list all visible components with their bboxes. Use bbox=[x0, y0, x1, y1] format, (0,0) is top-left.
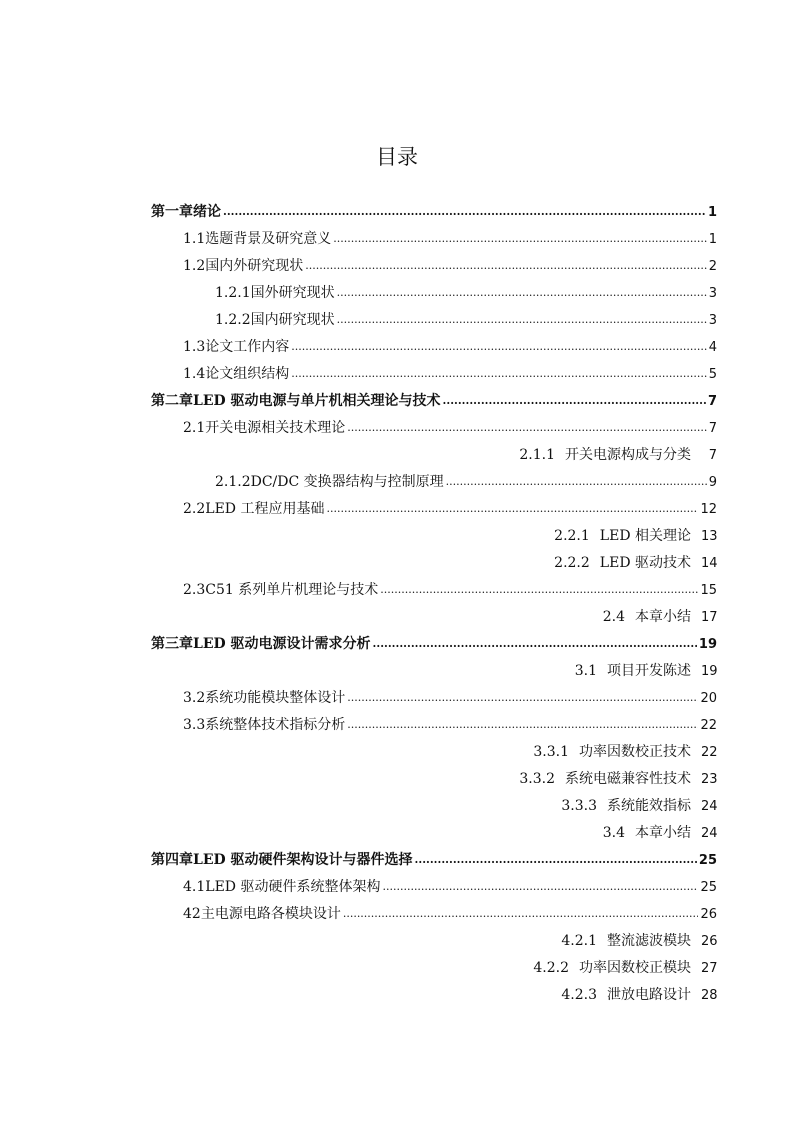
toc-entry-number: 2.2 bbox=[183, 501, 206, 517]
toc-entry-number: 3.4 bbox=[602, 825, 625, 841]
toc-leader bbox=[291, 361, 706, 386]
toc-entry-subsection[interactable] bbox=[215, 470, 717, 494]
toc-entry-page: 28 bbox=[701, 988, 718, 1003]
toc-entry-label: 国内外研究现状 bbox=[205, 258, 304, 274]
toc-entry-number: 2.3 bbox=[183, 582, 206, 598]
toc-leader bbox=[373, 631, 697, 656]
toc-entry-number: 3.3.1 bbox=[533, 744, 569, 760]
toc-entry-number: 2.1 bbox=[183, 420, 206, 436]
toc-leader bbox=[291, 334, 706, 359]
toc-entry-section[interactable] bbox=[183, 416, 717, 440]
toc-entry-label: 国内研究现状 bbox=[250, 312, 335, 328]
toc-entry-subsection[interactable] bbox=[519, 443, 717, 467]
toc-leader bbox=[347, 712, 698, 737]
toc-entry-number: 第四章 bbox=[151, 852, 193, 868]
toc-entry-page: 7 bbox=[708, 421, 717, 436]
toc-entry-page: 17 bbox=[701, 610, 718, 625]
toc-entry-number: 第二章 bbox=[151, 393, 193, 409]
toc-entry-label: LED 驱动技术 bbox=[599, 555, 691, 571]
toc-entry-section[interactable] bbox=[183, 902, 717, 926]
toc-entry-chapter[interactable] bbox=[151, 848, 717, 872]
toc-entry-section[interactable] bbox=[603, 605, 717, 629]
toc-entry-section[interactable] bbox=[575, 659, 717, 683]
toc-entry-number: 3.3.3 bbox=[561, 798, 597, 814]
toc-leader bbox=[343, 901, 699, 926]
toc-leader bbox=[446, 469, 707, 494]
toc-entry-page: 13 bbox=[701, 529, 718, 544]
toc-entry-subsection[interactable] bbox=[554, 551, 717, 575]
toc-leader bbox=[223, 199, 706, 224]
toc-entry-label: DC/DC 变换器结构与控制原理 bbox=[250, 474, 444, 490]
toc-entry-page: 22 bbox=[700, 718, 717, 733]
toc-entry-number: 3.3 bbox=[183, 717, 206, 733]
toc-entry-section[interactable] bbox=[183, 578, 717, 602]
toc-entry-number: 第一章 bbox=[151, 204, 193, 220]
toc-leader bbox=[443, 388, 706, 413]
toc-entry-number: 1.3 bbox=[183, 339, 206, 355]
toc-entry-page: 20 bbox=[700, 691, 717, 706]
toc-entry-number: 1.2 bbox=[183, 258, 206, 274]
toc-leader bbox=[347, 685, 698, 710]
toc-entry-page: 2 bbox=[708, 259, 717, 274]
toc-leader bbox=[380, 577, 698, 602]
toc-entry-page: 1 bbox=[708, 232, 717, 247]
toc-entry-page: 7 bbox=[708, 448, 717, 463]
toc-leader bbox=[337, 280, 707, 305]
toc-entry-page: 15 bbox=[700, 583, 717, 598]
toc-entry-section[interactable] bbox=[183, 227, 717, 251]
toc-entry-page: 9 bbox=[708, 475, 717, 490]
toc-entry-section[interactable] bbox=[603, 821, 717, 845]
toc-entry-subsection[interactable] bbox=[533, 956, 717, 980]
toc-entry-label: 系统功能模块整体设计 bbox=[205, 690, 346, 706]
toc-entry-label: 绪论 bbox=[193, 204, 221, 220]
toc-leader bbox=[333, 226, 706, 251]
toc-entry-page: 25 bbox=[698, 853, 717, 868]
toc-entry-number: 2.1.2 bbox=[215, 474, 251, 490]
toc-entry-chapter[interactable] bbox=[151, 200, 717, 224]
toc-entry-label: 论文工作内容 bbox=[205, 339, 290, 355]
toc-leader bbox=[326, 496, 698, 521]
toc-entry-number: 4.2.2 bbox=[533, 960, 569, 976]
toc-entry-label: 国外研究现状 bbox=[250, 285, 335, 301]
toc-entry-label: LED 驱动电源设计需求分析 bbox=[193, 636, 371, 652]
toc-entry-label: 本章小结 bbox=[635, 825, 691, 841]
toc-entry-number: 3.1 bbox=[574, 663, 597, 679]
toc-entry-label: 开关电源相关技术理论 bbox=[205, 420, 346, 436]
toc-entry-label: 本章小结 bbox=[635, 609, 691, 625]
toc-entry-page: 19 bbox=[698, 637, 717, 652]
toc-leader bbox=[382, 874, 698, 899]
toc-entry-section[interactable] bbox=[183, 875, 717, 899]
toc-entry-subsection[interactable] bbox=[561, 983, 717, 1007]
toc-entry-chapter[interactable] bbox=[151, 389, 717, 413]
toc-entry-page: 12 bbox=[700, 502, 717, 517]
toc-entry-page: 26 bbox=[700, 907, 717, 922]
toc-entry-page: 23 bbox=[701, 772, 718, 787]
toc-entry-subsection[interactable] bbox=[533, 740, 717, 764]
toc-entry-page: 3 bbox=[708, 286, 717, 301]
toc-entry-section[interactable] bbox=[183, 362, 717, 386]
toc-entry-number: 3.3.2 bbox=[519, 771, 555, 787]
toc-entry-section[interactable] bbox=[183, 254, 717, 278]
toc-entry-label: C51 系列单片机理论与技术 bbox=[205, 582, 379, 598]
toc-entry-label: 项目开发陈述 bbox=[607, 663, 691, 679]
toc-entry-subsection[interactable] bbox=[215, 308, 717, 332]
toc-entry-page: 22 bbox=[701, 745, 718, 760]
toc-entry-label: LED 驱动硬件系统整体架构 bbox=[205, 879, 381, 895]
toc-entry-section[interactable] bbox=[183, 335, 717, 359]
toc-entry-label: 开关电源构成与分类 bbox=[565, 447, 691, 463]
toc-entry-label: 系统整体技术指标分析 bbox=[205, 717, 346, 733]
toc-entry-number: 2.4 bbox=[602, 609, 625, 625]
toc-entry-page: 4 bbox=[708, 340, 717, 355]
toc-entry-label: 泄放电路设计 bbox=[607, 987, 691, 1003]
toc-entry-label: 功率因数校正技术 bbox=[579, 744, 691, 760]
toc-entry-chapter[interactable] bbox=[151, 632, 717, 656]
toc-entry-subsection[interactable] bbox=[561, 794, 717, 818]
toc-entry-number: 4.1 bbox=[183, 879, 206, 895]
toc-entry-label: LED 工程应用基础 bbox=[205, 501, 325, 517]
toc-entry-number: 3.2 bbox=[183, 690, 206, 706]
toc-entry-section[interactable] bbox=[183, 713, 717, 737]
toc-entry-number: 2.2.1 bbox=[554, 528, 590, 544]
toc-entry-page: 14 bbox=[701, 556, 718, 571]
toc-entry-subsection[interactable] bbox=[554, 524, 717, 548]
toc-entry-number: 1.2.1 bbox=[215, 285, 251, 301]
toc-entry-label: LED 驱动硬件架构设计与器件选择 bbox=[193, 852, 413, 868]
toc-entry-label: 主电源电路各模块设计 bbox=[200, 906, 341, 922]
toc-leader bbox=[347, 415, 706, 440]
toc-entry-label: 系统能效指标 bbox=[607, 798, 691, 814]
toc-entry-page: 7 bbox=[707, 394, 717, 409]
toc-entry-number: 第三章 bbox=[151, 636, 193, 652]
toc-entry-label: 选题背景及研究意义 bbox=[205, 231, 332, 247]
toc-entry-label: 系统电磁兼容性技术 bbox=[565, 771, 691, 787]
toc-entry-label: 整流滤波模块 bbox=[607, 933, 691, 949]
toc-entry-page: 1 bbox=[707, 205, 717, 220]
toc-entry-page: 27 bbox=[701, 961, 718, 976]
toc-leader bbox=[415, 847, 697, 872]
toc-entry-number: 1.2.2 bbox=[215, 312, 251, 328]
toc-entry-number: 2.1.1 bbox=[519, 447, 555, 463]
toc-entry-page: 25 bbox=[700, 880, 717, 895]
toc-entry-number: 4.2.1 bbox=[561, 933, 597, 949]
toc-entry-label: LED 相关理论 bbox=[599, 528, 691, 544]
toc-entry-number: 42 bbox=[183, 906, 201, 922]
toc-leader bbox=[305, 253, 706, 278]
toc-entry-subsection[interactable] bbox=[519, 767, 717, 791]
toc-entry-page: 3 bbox=[708, 313, 717, 328]
toc-entry-section[interactable] bbox=[183, 497, 717, 521]
toc-entry-number: 1.1 bbox=[183, 231, 206, 247]
page-title: 目录 bbox=[376, 145, 418, 169]
toc-entry-page: 26 bbox=[701, 934, 718, 949]
toc-entry-label: 功率因数校正模块 bbox=[579, 960, 691, 976]
toc-entry-number: 2.2.2 bbox=[554, 555, 590, 571]
toc-entry-page: 5 bbox=[708, 367, 717, 382]
toc-entry-label: LED 驱动电源与单片机相关理论与技术 bbox=[193, 393, 441, 409]
toc-entry-label: 论文组织结构 bbox=[205, 366, 290, 382]
toc-entry-subsection[interactable] bbox=[215, 281, 717, 305]
toc-entry-number: 4.2.3 bbox=[561, 987, 597, 1003]
toc-leader bbox=[337, 307, 707, 332]
toc-entry-page: 19 bbox=[701, 664, 718, 679]
toc-entry-page: 24 bbox=[701, 826, 718, 841]
toc-entry-subsection[interactable] bbox=[561, 929, 717, 953]
toc-entry-number: 1.4 bbox=[183, 366, 206, 382]
toc-entry-section[interactable] bbox=[183, 686, 717, 710]
toc-entry-page: 24 bbox=[701, 799, 718, 814]
